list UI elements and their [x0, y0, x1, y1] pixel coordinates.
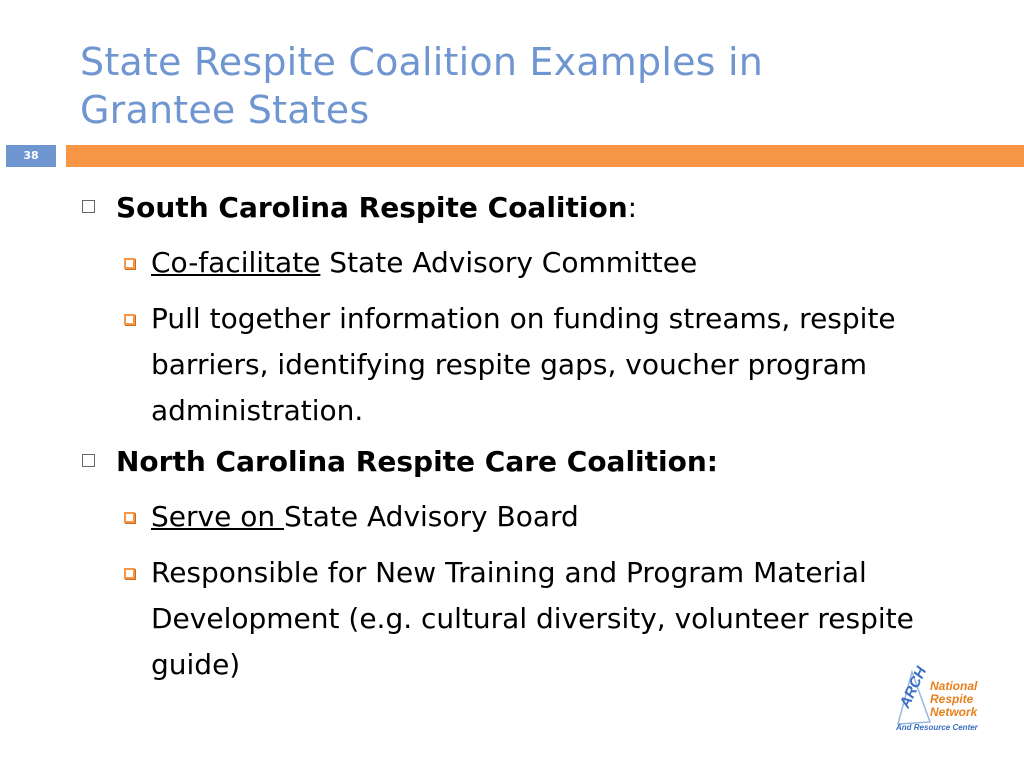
slide-content	[80, 190, 1000, 698]
sub-bullet-text: State Advisory Committee	[320, 246, 698, 279]
logo-line-3: Network	[930, 705, 978, 719]
orange-square-bullet-icon	[124, 258, 135, 269]
sub-bullet-pull-together	[116, 296, 1000, 434]
logo-arch-text: ARCH	[896, 664, 931, 711]
title-line-2: Grantee States	[80, 88, 370, 132]
title-line-1: State Respite Coalition Examples in	[80, 40, 764, 84]
sub-bullet-serve-on	[116, 494, 1000, 540]
hollow-square-bullet-icon	[82, 454, 95, 467]
accent-bar	[66, 145, 1024, 167]
logo-line-2: Respite	[930, 692, 974, 706]
sub-bullet-co-facilitate	[116, 240, 1000, 286]
bullet-south-carolina	[80, 190, 1000, 226]
orange-square-bullet-icon	[124, 568, 135, 579]
orange-square-bullet-icon	[124, 512, 135, 523]
sub-bullet-text: Pull together information on funding streams, respite barriers, identifying respite gaps, voucher program administration.	[151, 302, 896, 427]
slide-number: 38	[6, 145, 56, 167]
underlined-text: Co-facilitate	[151, 246, 321, 279]
sub-bullet-text: Responsible for New Training and Program Material Development (e.g. cultural diversity, volunteer respite guide)	[151, 556, 914, 681]
logo-line-4: And Resource Center	[896, 723, 978, 732]
hollow-square-bullet-icon	[82, 200, 95, 213]
orange-square-bullet-icon	[124, 314, 135, 325]
logo-line-1: National	[930, 679, 978, 693]
arch-national-respite-network-logo	[890, 664, 1000, 736]
bullet-north-carolina	[80, 444, 1000, 480]
section-heading: North Carolina Respite Care Coalition:	[116, 445, 718, 478]
sub-bullet-text: State Advisory Board	[284, 500, 579, 533]
sub-bullet-responsible	[116, 550, 1000, 688]
slide-title	[80, 38, 980, 134]
underlined-text: Serve on	[151, 500, 284, 533]
section-heading: South Carolina Respite Coalition	[116, 191, 628, 224]
section-heading-suffix: :	[627, 191, 638, 224]
